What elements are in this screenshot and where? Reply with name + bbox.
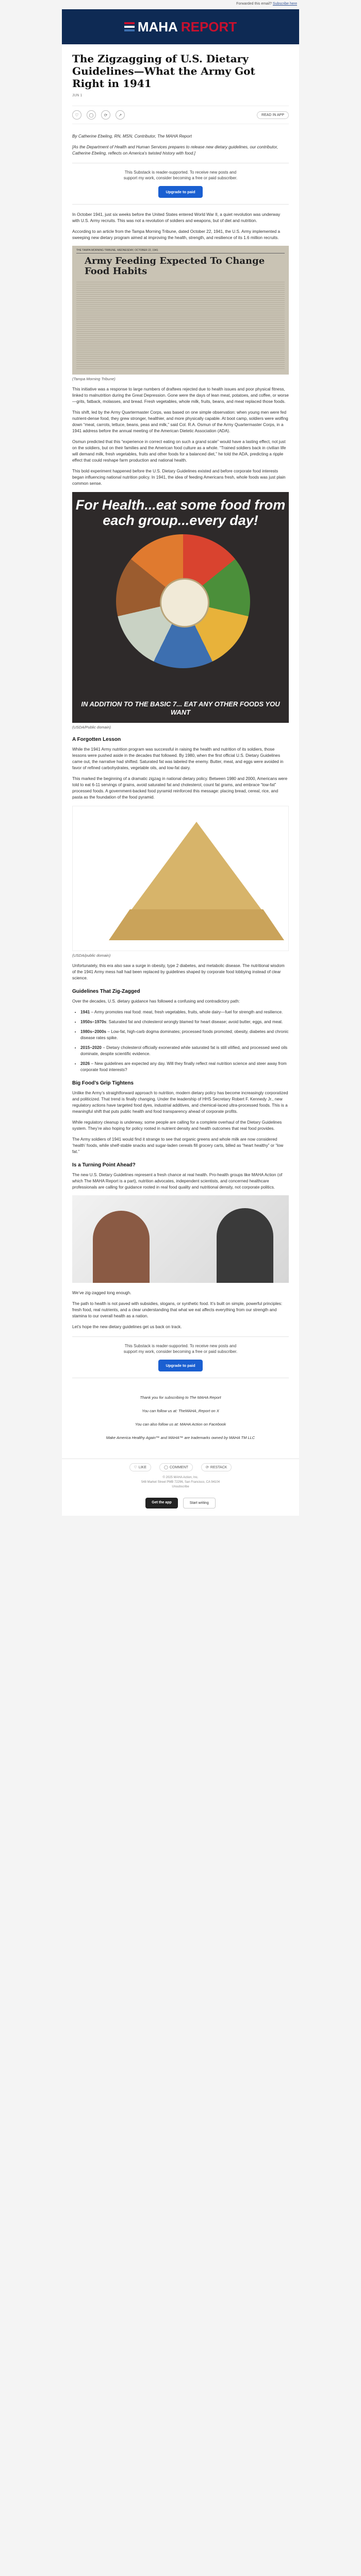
section-heading: A Forgotten Lesson <box>72 737 121 742</box>
paragraph: Let’s hope the new dietary guidelines get us back on track. <box>72 1325 182 1329</box>
caption: (Tampa Morning Tribune) <box>72 377 116 381</box>
maha-logo[interactable] <box>124 19 237 35</box>
flag-icon <box>124 22 135 31</box>
paragraph: This bold experiment happened before the U.S. Dietary Guidelines existed and before corporate food interests began influencing national nutrition policy. In 1941, the idea of feeding Americans fresh, whole foods was just plain common sense. <box>72 469 286 486</box>
caption: (USDA/Public domain) <box>72 725 111 730</box>
read-in-app-button[interactable]: READ IN APP <box>257 111 289 119</box>
x-follow-text[interactable]: You can follow us at: TheMAHA_Report on X <box>142 1409 219 1413</box>
person-silhouette <box>217 1208 273 1283</box>
list-item-text: – Low-fat, high-carb dogma dominates; processed foods promoted; obesity, diabetes and chronic disease rates spike. <box>80 1029 289 1040</box>
paragraph: Unfortunately, this era also saw a surge in obesity, type 2 diabetes, and metabolic disease. The nutritional wisdom of the 1941 Army mess hall had been replaced by guidelines shaped by corporate food lobbying instead of clear science. <box>72 963 285 980</box>
caption: (USDA/public domain) <box>72 953 111 958</box>
paragraph: While the 1941 Army nutrition program was successful in raising the health and nutrition of its soldiers, those lessons were pushed aside in the decades that followed. By 1980, when the first official U.S. Dietary Guidelines came out, the narrative had shifted. Saturated fat was labeled the enemy. Butter, meat, and eggs were avoided in favor of refined carbohydrates, vegetable oils, and low-fat dairy. <box>72 747 284 770</box>
poster-title: For Health...eat some food from each group...every day! <box>75 497 286 528</box>
person-silhouette <box>93 1211 150 1283</box>
clipping-columns <box>76 282 285 370</box>
list-item-text: – Army promotes real food: meat, fresh vegetables, fruits, whole dairy—fuel for strength and resilience. <box>90 1010 283 1014</box>
section-heading: Guidelines That Zig-Zagged <box>72 989 140 994</box>
list-item <box>80 1029 289 1041</box>
list-item-key: 2026 <box>80 1061 90 1066</box>
clipping-header: THE TAMPA MORNING TRIBUNE, WEDNESDAY, OCTOBER 22, 1941 <box>76 249 285 253</box>
flag-stripe-blue <box>124 29 135 31</box>
paragraph: We’ve zig-zagged long enough. <box>72 1291 132 1295</box>
section-heading: Is a Turning Point Ahead? <box>72 1162 136 1168</box>
footer <box>62 1391 299 1459</box>
facebook-follow-text[interactable]: You can also follow us at: MAHA Action on Facebook <box>135 1422 226 1427</box>
poster-footer: IN ADDITION TO THE BASIC 7... EAT ANY OTHER FOODS YOU WANT <box>81 700 280 716</box>
legal-meta <box>62 1476 299 1495</box>
comment-label: COMMENT <box>169 1465 189 1469</box>
logo-report: REPORT <box>180 19 237 35</box>
start-writing-button[interactable]: Start writing <box>183 1498 216 1509</box>
subscribe-box <box>72 163 289 205</box>
section-heading: Big Food’s Grip Tightens <box>72 1080 134 1086</box>
editor-note: [As the Department of Health and Human Services prepares to release new dietary guidelines, our contributor, Catherine Ebeling, reflects on America's twisted history with food.] <box>72 145 278 156</box>
paragraph: The path to health is not paved with subsidies, slogans, or synthetic food. It’s built on simple, powerful principles: fresh food, real nutrients, and a clear understanding that what we eat affects everything from our strength and stamina to our overall health as a nation. <box>72 1301 283 1318</box>
list-item <box>80 1019 289 1025</box>
upgrade-button-bottom[interactable]: Upgrade to paid <box>158 1360 202 1371</box>
article-title: The Zigzagging of U.S. Dietary Guidelines—What the Army Got Right in 1941 <box>72 53 255 90</box>
comment-icon: ◯ <box>164 1466 168 1469</box>
heart-icon: ♡ <box>134 1466 137 1469</box>
list-item-key: 2015–2020 <box>80 1045 102 1050</box>
flag-stripe-red <box>124 22 135 24</box>
forward-notice <box>0 0 361 9</box>
list-item-text: : Saturated fat and cholesterol wrongly blamed for heart disease; avoid butter, eggs, and meat. <box>106 1020 283 1024</box>
clipping-headline: Army Feeding Expected To Change Food Habits <box>85 256 265 277</box>
byline: By Catherine Ebeling, RN, MSN, Contributor, The MAHA Report <box>72 134 192 139</box>
address: 548 Market Street PMB 72296, San Francisco, CA 94104 <box>141 1481 220 1484</box>
list-item <box>80 1061 289 1073</box>
subscribe-text: This Substack is reader-supported. To receive new posts and support my work, consider becoming a free or paid subscriber. <box>123 170 238 180</box>
paragraph: According to an article from the Tampa Morning Tribune, dated October 22, 1941, the U.S. Army implemented a sweeping new dietary program aimed at improving the health, strength, and resilience of its 1.6 million recruits. <box>72 229 281 240</box>
paragraph: The new U.S. Dietary Guidelines represent a fresh chance at real health. Pro-health groups like MAHA Action (of which The MAHA Report is a part), nutrition advocates, independent scientists, and concerned healthcare professionals are calling for guidance rooted in real food quality and nutritional density, not corporate politics. <box>72 1173 283 1190</box>
basic-seven-poster <box>72 492 289 723</box>
restack-button[interactable] <box>201 1463 232 1471</box>
paragraph: This marked the beginning of a dramatic zigzag in national dietary policy. Between 1980 and 2000, Americans were told to eat 6-11 servings of grains, avoid saturated fat and cholesterol, count fat grams, and embrace “low-fat” processed foods. A government-backed food pyramid reinforced this message: placing bread, cereal, rice, and pasta as the foundation of the food pyramid. <box>72 776 288 800</box>
copyright: © 2025 MAHA Action, Inc. <box>162 1476 199 1479</box>
article-date: JUN 1 <box>72 94 83 97</box>
list-item-key: 1980s–2000s <box>80 1029 107 1034</box>
upgrade-button[interactable]: Upgrade to paid <box>158 186 202 198</box>
subscribe-link[interactable]: Subscribe here <box>272 2 297 6</box>
food-wheel-hub <box>160 578 209 628</box>
action-bar <box>72 106 289 124</box>
paragraph: While regulatory cleanup is underway, some people are calling for a complete overhaul of the Dietary Guidelines system. They’re also hoping for policy rooted in nutrient density and health outcomes that real food provides. <box>72 1120 282 1131</box>
list-item-text: – Dietary cholesterol officially exonerated while saturated fat is still vilified, and processed seed oils dominate, despite scientific evidence. <box>80 1045 288 1056</box>
paragraph: This initiative was a response to large numbers of draftees rejected due to health issues and poor physical fitness, linked to malnutrition during the Great Depression. Gone were the days of lean meat, potatoes, and coffee, or worse—grits, fatback, molasses, and bread. Fresh vegetables, whole milk, fruits, beans, and meat replaced those foods. <box>72 387 289 404</box>
logo-maha: MAHA <box>137 19 178 35</box>
restack-label: RESTACK <box>210 1465 227 1469</box>
article <box>62 44 299 1391</box>
engagement-bar <box>62 1459 299 1476</box>
restack-icon[interactable]: ⟳ <box>101 110 110 120</box>
subscribe-box-bottom <box>72 1336 289 1378</box>
get-app-button[interactable]: Get the app <box>145 1498 178 1509</box>
newspaper-clipping <box>72 246 289 375</box>
app-links <box>62 1495 299 1516</box>
paragraph: Osmun predicted that this “experience in correct eating on such a grand scale” would have a lasting effect, not just on the soldiers, but on their families and the American food culture as a whole. “Trained soldiers back in civilian life will demand milk, fresh vegetables, fruits and other foods for a balanced diet,” he told the ADA, predicting a ripple effect that could reshape farm production and national health. <box>72 439 286 463</box>
forward-notice-text: Forwarded this email? <box>236 2 272 6</box>
header-banner <box>62 9 299 44</box>
paragraph: This shift, led by the Army Quartermaster Corps, was based on one simple observation: when young men were fed nutrient-dense food, they grew stronger, healthier, and more physically capable. At boot camp, soldiers were wolfing down “meat, carrots, lettuce, beans, peas and milk,” said Col. R.A. Osmun of the Army Quartermaster Corps, in a 1941 address before the annual meeting of the American Dietetic Association (ADA). <box>72 410 288 433</box>
restack-icon: ⟳ <box>206 1466 209 1469</box>
comment-icon[interactable]: ◯ <box>87 110 96 120</box>
food-pyramid-image <box>72 806 289 951</box>
paragraph: Unlike the Army’s straightforward approach to nutrition, modern dietary policy has become increasingly corporatized and politicized. That trend is finally changing. Under the leadership of HHS Secretary Robert F. Kennedy Jr., new regulatory actions have targeted food dyes, industrial additives, and chemical-laced ultra-processed foods. This is a meaningful shift that puts public health and food transparency ahead of corporate profits. <box>72 1091 288 1114</box>
timeline-list <box>72 1009 289 1073</box>
flag-stripe-white <box>124 26 135 28</box>
paragraph: In October 1941, just six weeks before the United States entered World War II, a quiet revolution was underway with U.S. Army recruits. This was not a revolution of soldiers and weapons, but of diet and nutrition. <box>72 212 281 223</box>
list-item-text: – New guidelines are expected any day. Will they finally reflect real nutrition science and steer away from corporate food interests? <box>80 1061 287 1072</box>
like-icon[interactable]: ♡ <box>72 110 81 120</box>
like-button[interactable] <box>129 1463 151 1471</box>
trademark-text: Make America Healthy Again™ and MAHA™ are trademarks owned by MAHA TM LLC <box>106 1435 255 1440</box>
list-item <box>80 1045 289 1057</box>
pyramid-base <box>109 909 284 940</box>
paragraph: Over the decades, U.S. dietary guidance has followed a confusing and contradictory path: <box>72 999 240 1004</box>
email-body <box>62 9 299 1516</box>
subscribe-text: This Substack is reader-supported. To receive new posts and support my work, consider becoming a free or paid subscriber. <box>123 1344 238 1354</box>
share-icon[interactable]: ↗ <box>116 110 125 120</box>
collage-photo <box>72 1195 289 1283</box>
thanks-text: Thank you for subscribing to The MAHA Report <box>140 1395 221 1400</box>
paragraph: The Army soldiers of 1941 would find it strange to see that organic greens and whole milk are now considered ‘health’ foods, while shelf-stable snacks and sugar-laden cereals fill grocery carts, billed as “heart healthy” or “low fat.” <box>72 1137 284 1154</box>
unsubscribe-link[interactable]: Unsubscribe <box>172 1485 189 1488</box>
like-label: LIKE <box>138 1465 147 1469</box>
list-item-key: 1950s–1970s <box>80 1020 107 1024</box>
comment-button[interactable] <box>159 1463 193 1471</box>
list-item-key: 1941 <box>80 1010 90 1014</box>
list-item <box>80 1009 289 1015</box>
